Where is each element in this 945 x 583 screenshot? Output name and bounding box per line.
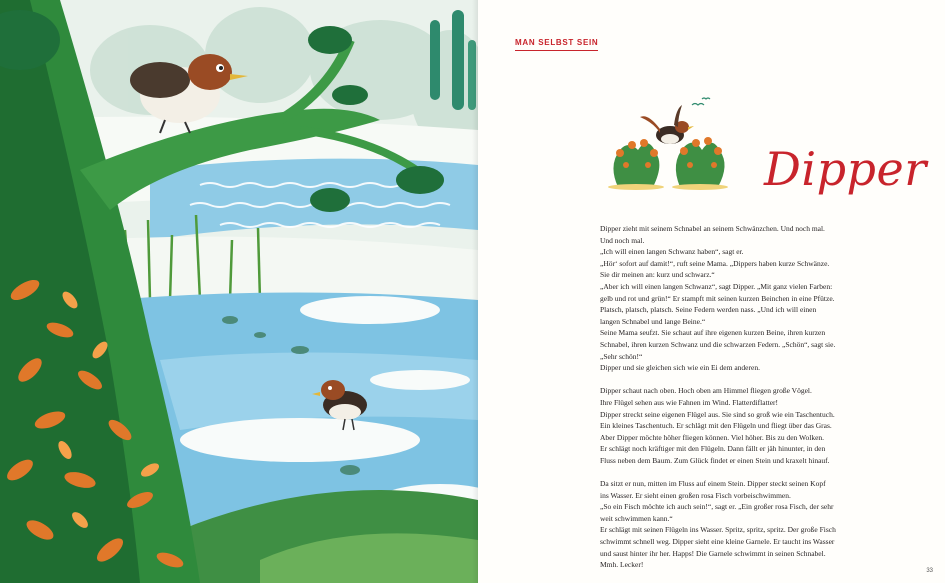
story-line: „So ein Fisch möchte ich auch sein!“, sagt er. „Ein großer rosa Fisch, der sehr [600, 502, 834, 512]
story-line: Platsch, platsch, platsch. Seine Federn werden nass. „Und ich will einen [600, 305, 817, 315]
story-line: „Sehr schön!“ [600, 351, 643, 361]
story-line: Mmh. Lecker! [600, 560, 644, 570]
story-line: Ein kleines Taschentuch. Er schlägt mit den Flügeln und fliegt über das Gras. [600, 421, 832, 431]
story-line: Dipper schaut nach oben. Hoch oben am Himmel fliegen große Vögel. [600, 386, 812, 396]
story-line: Dipper zieht mit seinem Schnabel an seinem Schwänzchen. Und noch mal. [600, 224, 825, 233]
section-label: MAN SELBST SEIN [515, 38, 598, 51]
story-line: und saust hinter ihr her. Happs! Die Garnele schwimmt in seinen Schnabel. [600, 548, 826, 558]
story-line: Seine Mama seufzt. Sie schaut auf ihre eigenen kurzen Beine, ihren kurzen [600, 328, 826, 338]
story-line: weit schwimmen kann.“ [600, 513, 673, 523]
story-line: Da sitzt er nun, mitten im Fluss auf einem Stein. Dipper steckt seinen Kopf [600, 479, 826, 489]
right-bush-icon [672, 137, 728, 190]
story-text [600, 223, 836, 571]
story-line: Fluss neben dem Baum. Zum Glück findet er einen Stein und kraxelt hinauf. [600, 455, 830, 465]
story-line: Schnabel, ihren kurzen Schwanz und die schwarzen Federn. „Schön“, sagt sie. [600, 339, 836, 349]
page-number: 33 [926, 568, 933, 574]
story-line: schwimmt schnell weg. Dipper sieht eine kleine Garnele. Er taucht ins Wasser [600, 537, 835, 547]
story-line: Ihre Flügel sehen aus wie Fahnen im Wind. Flatterdiflatter! [600, 397, 779, 407]
story-line: Dipper streckt seine eigenen Flügel aus. Sie sind so groß wie ein Taschentuch. [600, 409, 835, 419]
flying-bird-icon [640, 105, 694, 144]
story-line: Dipper und sie gleichen sich wie ein Ei dem anderen. [600, 363, 760, 373]
story-line: Er schlägt mit seinen Flügeln ins Wasser. Spritz, spritz, spritz. Der große Fisch [600, 525, 836, 535]
story-line: Er schlägt noch kräftiger mit den Flügeln. Dann fällt er jäh hinunter, in den [600, 444, 826, 454]
story-line: „Hör‘ sofort auf damit!“, ruft seine Mama. „Dippers haben kurze Schwänze. [600, 258, 830, 268]
story-line: „Ich will einen langen Schwanz haben“, sagt er. [600, 247, 744, 257]
story-line: Sie dir meinen an: kurz und schwarz.“ [600, 270, 715, 280]
flying-bird-vignette [598, 95, 758, 195]
story-line: Aber Dipper möchte höher fliegen können. Viel höher. Bis zu den Wolken. [600, 432, 825, 442]
story-line: „Aber ich will einen langen Schwanz“, sagt Dipper. „Mit ganz vielen Farben: [600, 281, 833, 291]
text-page [478, 0, 945, 583]
left-bush-icon [608, 139, 664, 190]
story-line: Und noch mal. [600, 235, 645, 245]
story-line: ins Wasser. Er sieht einen großen rosa Fisch vorbeischwimmen. [600, 490, 791, 500]
story-line: langen Schnabel und lange Beine.“ [600, 316, 706, 326]
story-line: gelb und rot und grün!“ Er stampft mit seinen kurzen Beinchen in eine Pfütze. [600, 293, 835, 303]
story-title: Dipper [764, 142, 927, 196]
